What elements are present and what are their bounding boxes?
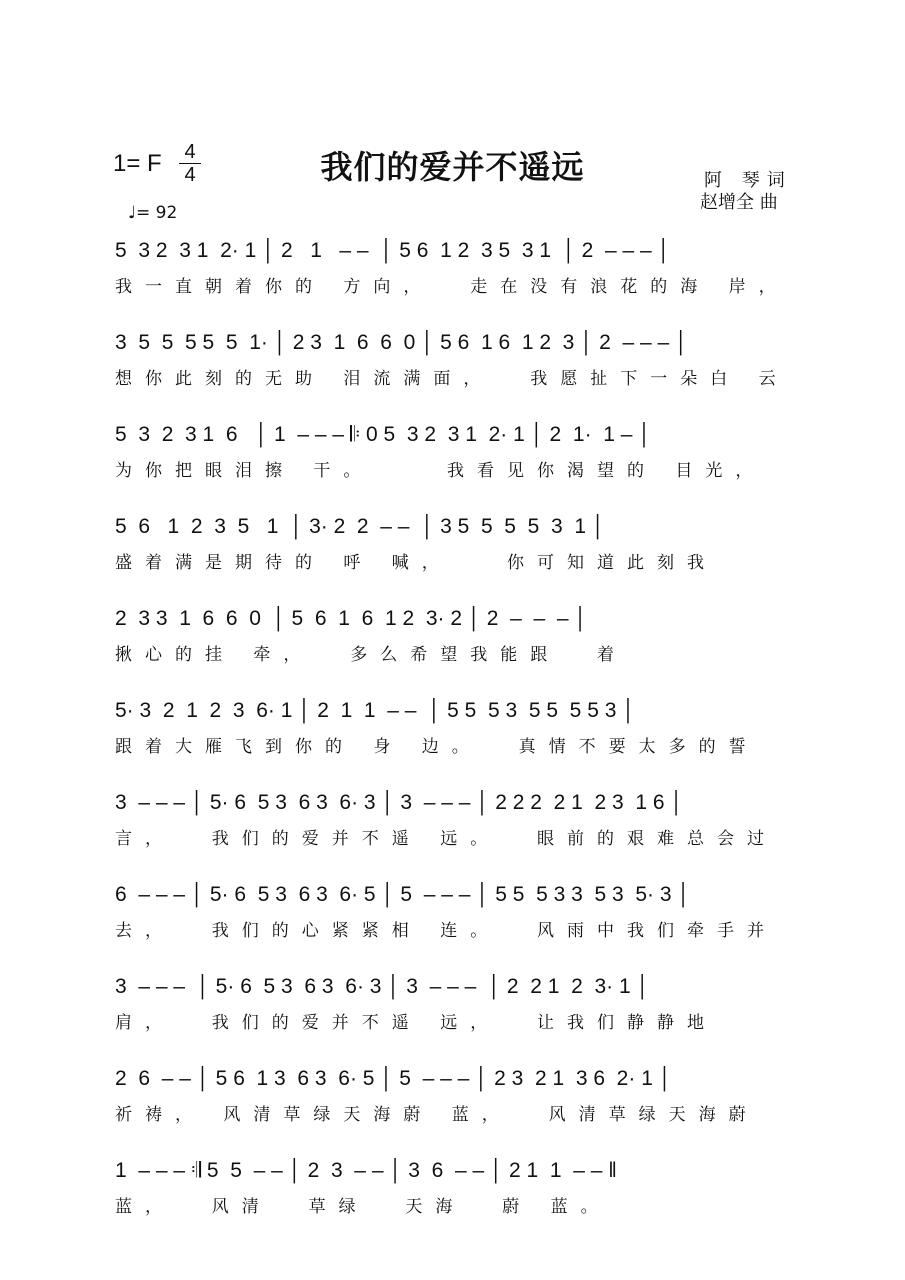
tempo-marking: ♩= 92 <box>128 203 178 223</box>
system-8 <box>115 880 805 960</box>
notation-line: 2 6 – – │ 5 6 1 3 6 3 6· 5 │ 5 – – – │ 2 3 2 1 3 6 2· 1 │ <box>115 1067 672 1090</box>
notation-line: 6 – – – │ 5· 6 5 3 6 3 6· 5 │ 5 – – – │ 5 5 5 3 3 5 3 5· 3 │ <box>115 883 691 906</box>
system-10 <box>115 1064 805 1144</box>
notation-line: 3 – – – │ 5· 6 5 3 6 3 6· 3 │ 3 – – – │ 2 2 2 2 1 2 3 1 6 │ <box>115 791 684 814</box>
time-signature-bottom: 4 <box>184 164 196 186</box>
system-2 <box>115 328 805 408</box>
time-signature-top: 4 <box>184 141 196 163</box>
lyric-line: 跟着大雁飞到你的 身 边。 真情不要太多的誓 <box>115 737 759 757</box>
system-3 <box>115 420 805 500</box>
lyric-line: 我一直朝着你的 方向， 走在没有浪花的海 岸， <box>115 277 789 297</box>
credits <box>700 170 792 214</box>
notation-line: 3 – – – │ 5· 6 5 3 6 3 6· 3 │ 3 – – – │ 2 2 1 2 3· 1 │ <box>115 975 650 998</box>
key-signature: 1= F <box>113 150 162 177</box>
system-11 <box>115 1156 805 1236</box>
lyric-line: 言， 我们的爱并不遥 远。 眼前的艰难总会过 <box>115 829 778 849</box>
notation-line: 1 – – – 𝄇 5 5 – – │ 2 3 – – │ 3 6 – – │ 2 1 1 – – ‖ <box>115 1159 617 1182</box>
lyric-line: 祈祷， 风清草绿天海蔚 蓝， 风清草绿天海蔚 <box>115 1105 759 1125</box>
lyric-line: 去， 我们的心紧紧相 连。 风雨中我们牵手并 <box>115 921 778 941</box>
notation-line: 3 5 5 5 5 5 1· │ 2 3 1 6 6 0 │ 5 6 1 6 1 2 3 │ 2 – – – │ <box>115 331 689 354</box>
notation-line: 5 3 2 3 1 2· 1 │ 2 1 – – │ 5 6 1 2 3 5 3 1 │ 2 – – – │ <box>115 239 671 262</box>
lyric-line: 蓝， 风清 草绿 天海 蔚 蓝。 <box>115 1197 611 1217</box>
system-5 <box>115 604 805 684</box>
system-4 <box>115 512 805 592</box>
song-title: 我们的爱并不遥远 <box>320 148 585 186</box>
system-1 <box>115 236 805 316</box>
lyricist: 阿 琴词 <box>704 170 792 191</box>
notation-line: 5 3 2 3 1 6 │ 1 – – – 𝄆 0 5 3 2 3 1 2· 1 │ 2 1· 1 – │ <box>115 423 652 446</box>
system-9 <box>115 972 805 1052</box>
lyric-line: 为你把眼泪擦 干。 我看见你渴望的 目光， <box>115 461 766 481</box>
notation-line: 2 3 3 1 6 6 0 │ 5 6 1 6 1 2 3· 2 │ 2 – – – │ <box>115 607 588 630</box>
lyric-line: 盛着满是期待的 呼 喊， 你可知道此刻我 <box>115 553 718 573</box>
system-6 <box>115 696 805 776</box>
notation-line: 5· 3 2 1 2 3 6· 1 │ 2 1 1 – – │ 5 5 5 3 5 5 5 5 3 │ <box>115 699 636 722</box>
composer: 赵增全 曲 <box>700 192 778 213</box>
system-7 <box>115 788 805 868</box>
lyric-line: 肩， 我们的爱并不遥 远， 让我们静静地 <box>115 1013 718 1033</box>
notation-line: 5 6 1 2 3 5 1 │ 3· 2 2 – – │ 3 5 5 5 5 3 1 │ <box>115 515 605 538</box>
lyric-line: 揪心的挂 牵， 多么希望我能跟 着 <box>115 645 628 665</box>
lyric-line: 想你此刻的无助 泪流满面， 我愿扯下一朵白 云 <box>115 369 789 389</box>
